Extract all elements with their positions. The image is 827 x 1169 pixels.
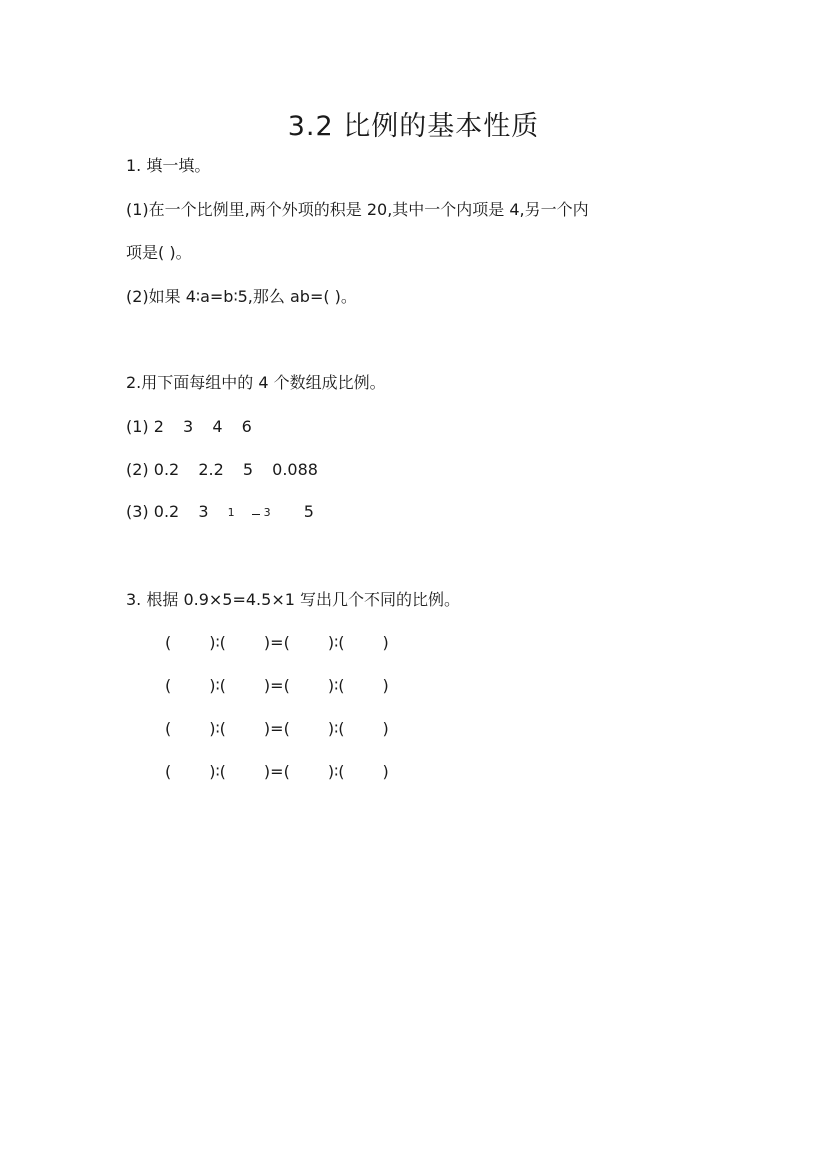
left-paren: ( [165,676,172,695]
fraction-numerator: 1 [227,506,235,519]
right-paren: ) [382,762,389,781]
equals-sign: = [270,719,284,738]
ratio-colon: ∶ [334,762,339,781]
q3-heading: 3. 根据 0.9×5=4.5×1 写出几个不同的比例。 [126,590,460,609]
left-paren: ( [338,633,345,652]
q3-answer-row-4 [165,762,389,782]
left-paren: ( [165,719,172,738]
q1-heading: 1. 填一填。 [126,156,211,175]
ratio-colon: ∶ [215,719,220,738]
ratio-colon: ∶ [334,719,339,738]
left-paren: ( [338,719,345,738]
page-title: 3.2 比例的基本性质 [287,111,540,142]
q2-number: 5 [242,460,254,479]
right-paren: ) [263,633,271,652]
q1-part2: (2)如果 4∶a=b∶5,那么 ab=( )。 [126,287,357,306]
q3-answer-row-1 [165,633,389,653]
right-paren: ) [382,719,389,738]
left-paren: ( [283,633,290,652]
q1-part1-line1: (1)在一个比例里,两个外项的积是 20,其中一个内项是 4,另一个内 [126,200,589,219]
q2-number: 0.2 [153,460,180,479]
q3-answer-row-3 [165,719,389,739]
q2-number: 3 [198,502,209,521]
left-paren: ( [338,762,345,781]
q2-group1-label: (1) [126,417,149,436]
right-paren: ) [327,719,335,738]
right-paren: ) [263,676,271,695]
q2-number: 6 [241,417,252,436]
ratio-colon: ∶ [334,633,339,652]
q2-group3 [126,502,328,522]
q2-number: 4 [212,417,223,436]
left-paren: ( [283,719,290,738]
fraction-bar [252,514,260,515]
q3-answer-row-2 [165,676,389,696]
right-paren: ) [209,762,216,781]
left-paren: ( [219,676,226,695]
q2-fraction [228,507,285,518]
q2-number: 0.2 [153,502,180,521]
right-paren: ) [382,633,389,652]
q2-heading: 2.用下面每组中的 4 个数组成比例。 [126,373,386,392]
ratio-colon: ∶ [215,762,220,781]
q2-group1 [126,417,266,437]
left-paren: ( [219,719,226,738]
q2-number: 5 [303,502,314,521]
right-paren: ) [327,676,335,695]
q2-group2-label: (2) [126,460,149,479]
right-paren: ) [263,719,271,738]
right-paren: ) [327,633,335,652]
left-paren: ( [219,633,226,652]
right-paren: ) [382,676,389,695]
left-paren: ( [165,633,172,652]
right-paren: ) [209,633,216,652]
q1-part1-line2: 项是( )。 [126,243,192,262]
left-paren: ( [283,762,290,781]
equals-sign: = [270,633,284,652]
equals-sign: = [270,762,284,781]
equals-sign: = [270,676,284,695]
left-paren: ( [283,676,290,695]
left-paren: ( [338,676,345,695]
left-paren: ( [219,762,226,781]
q2-number: 2.2 [198,460,224,479]
right-paren: ) [209,676,216,695]
ratio-colon: ∶ [215,676,220,695]
ratio-colon: ∶ [215,633,220,652]
q2-number: 3 [183,417,194,436]
q2-group3-label: (3) [126,502,149,521]
right-paren: ) [263,762,271,781]
q2-group2 [126,460,332,480]
ratio-colon: ∶ [334,676,339,695]
right-paren: ) [327,762,335,781]
q2-number: 2 [153,417,164,436]
left-paren: ( [165,762,172,781]
right-paren: ) [209,719,216,738]
q2-number: 0.088 [272,460,318,479]
fraction-denominator: 3 [263,506,271,519]
